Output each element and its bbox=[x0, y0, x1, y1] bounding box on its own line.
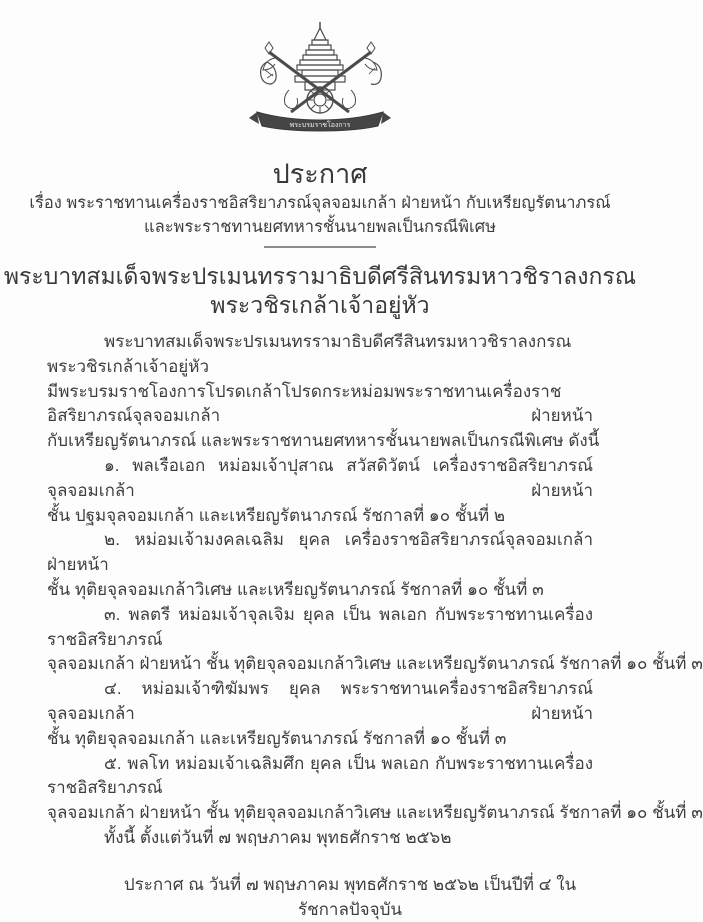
item-line: ชั้น ทุติยจุลจอมเกล้า และเหรียญรัตนาภรณ์ รัชกาลที่ ๑๐ ชั้นที่ ๓ bbox=[47, 728, 507, 748]
item-line: ๓. พลตรี หม่อมเจ้าจุลเจิม ยุคล เป็น พลเอก กับพระราชทานเครื่องราชอิสริยาภรณ์ bbox=[47, 604, 593, 649]
item-line: ชั้น ทุติยจุลจอมเกล้าวิเศษ และเหรียญรัตนาภรณ์ รัชกาลที่ ๑๐ ชั้นที่ ๓ bbox=[47, 579, 544, 599]
preamble-line: พระบาทสมเด็จพระปรเมนทรรามาธิบดีศรีสินทรมหาวชิราลงกรณ พระวชิรเกล้าเจ้าอยู่หัว bbox=[47, 332, 572, 376]
document-body bbox=[47, 330, 703, 922]
document-title: ประกาศ bbox=[272, 159, 368, 189]
effective-date-line: ทั้งนี้ ตั้งแต่วันที่ ๗ พฤษภาคม พุทธศักราช ๒๕๖๒ bbox=[104, 827, 452, 847]
item-line: ๕. พลโท หม่อมเจ้าเฉลิมศึก ยุคล เป็น พลเอก กับพระราชทานเครื่องราชอิสริยาภรณ์ bbox=[47, 753, 593, 798]
subject-line-2: และพระราชทานยศทหารชั้นนายพลเป็นกรณีพิเศษ bbox=[143, 218, 497, 236]
award-item-1 bbox=[47, 454, 593, 528]
award-item-3 bbox=[47, 603, 703, 677]
royal-name-line-1: พระบาทสมเด็จพระปรเมนทรรามาธิบดีศรีสินทรมหาวชิราลงกรณ bbox=[3, 263, 637, 289]
item-line: ชั้น ปฐมจุลจอมเกล้า และเหรียญรัตนาภรณ์ รัชกาลที่ ๑๐ ชั้นที่ ๒ bbox=[47, 505, 506, 525]
award-item-5 bbox=[47, 752, 703, 826]
item-line: ๑. พลเรือเอก หม่อมเจ้าปุสาณ สวัสดิวัตน์ เครื่องราชอิสริยาภรณ์จุลจอมเกล้า ฝ่ายหน้า bbox=[47, 455, 593, 500]
royal-command-seal-emblem bbox=[245, 20, 395, 140]
item-line: ๔. หม่อมเจ้าฑิฆัมพร ยุคล พระราชทานเครื่องราชอิสริยาภรณ์จุลจอมเกล้า ฝ่ายหน้า bbox=[47, 679, 593, 723]
ribbon-banner-text: พระบรมราชโองการ bbox=[289, 122, 351, 129]
promulgation-line: ประกาศ ณ วันที่ ๗ พฤษภาคม พุทธศักราช ๒๕๖๒ เป็นปีที่ ๔ ในรัชกาลปัจจุบัน bbox=[123, 874, 577, 919]
award-item-4 bbox=[47, 677, 593, 751]
award-item-2 bbox=[47, 528, 593, 602]
royal-name-line-2: พระวชิรเกล้าเจ้าอยู่หัว bbox=[210, 292, 430, 318]
royal-command-seal-icon bbox=[245, 20, 395, 135]
preamble-line: กับเหรียญรัตนาภรณ์ และพระราชทานยศทหารชั้นนายพลเป็นกรณีพิเศษ ดังนี้ bbox=[47, 431, 600, 451]
item-line: จุลจอมเกล้า ฝ่ายหน้า ชั้น ทุติยจุลจอมเกล้าวิเศษ และเหรียญรัตนาภรณ์ รัชกาลที่ ๑๐ ชั้นที่ ๓ bbox=[47, 654, 703, 674]
item-line: จุลจอมเกล้า ฝ่ายหน้า ชั้น ทุติยจุลจอมเกล้าวิเศษ และเหรียญรัตนาภรณ์ รัชกาลที่ ๑๐ ชั้นที่ ๓ bbox=[47, 803, 703, 823]
subject-line-1: เรื่อง พระราชทานเครื่องราชอิสริยาภรณ์จุลจอมเกล้า ฝ่ายหน้า กับเหรียญรัตนาภรณ์ bbox=[29, 194, 611, 212]
item-line: ๒. หม่อมเจ้ามงคลเฉลิม ยุคล เครื่องราชอิสริยาภรณ์จุลจอมเกล้า ฝ่ายหน้า bbox=[47, 530, 593, 575]
royal-gazette-announcement-page bbox=[0, 20, 703, 919]
horizontal-divider bbox=[264, 246, 376, 248]
preamble-line: มีพระบรมราชโองการโปรดเกล้าโปรดกระหม่อมพระราชทานเครื่องราชอิสริยาภรณ์จุลจอมเกล้า ฝ่ายหน้า bbox=[47, 381, 593, 426]
